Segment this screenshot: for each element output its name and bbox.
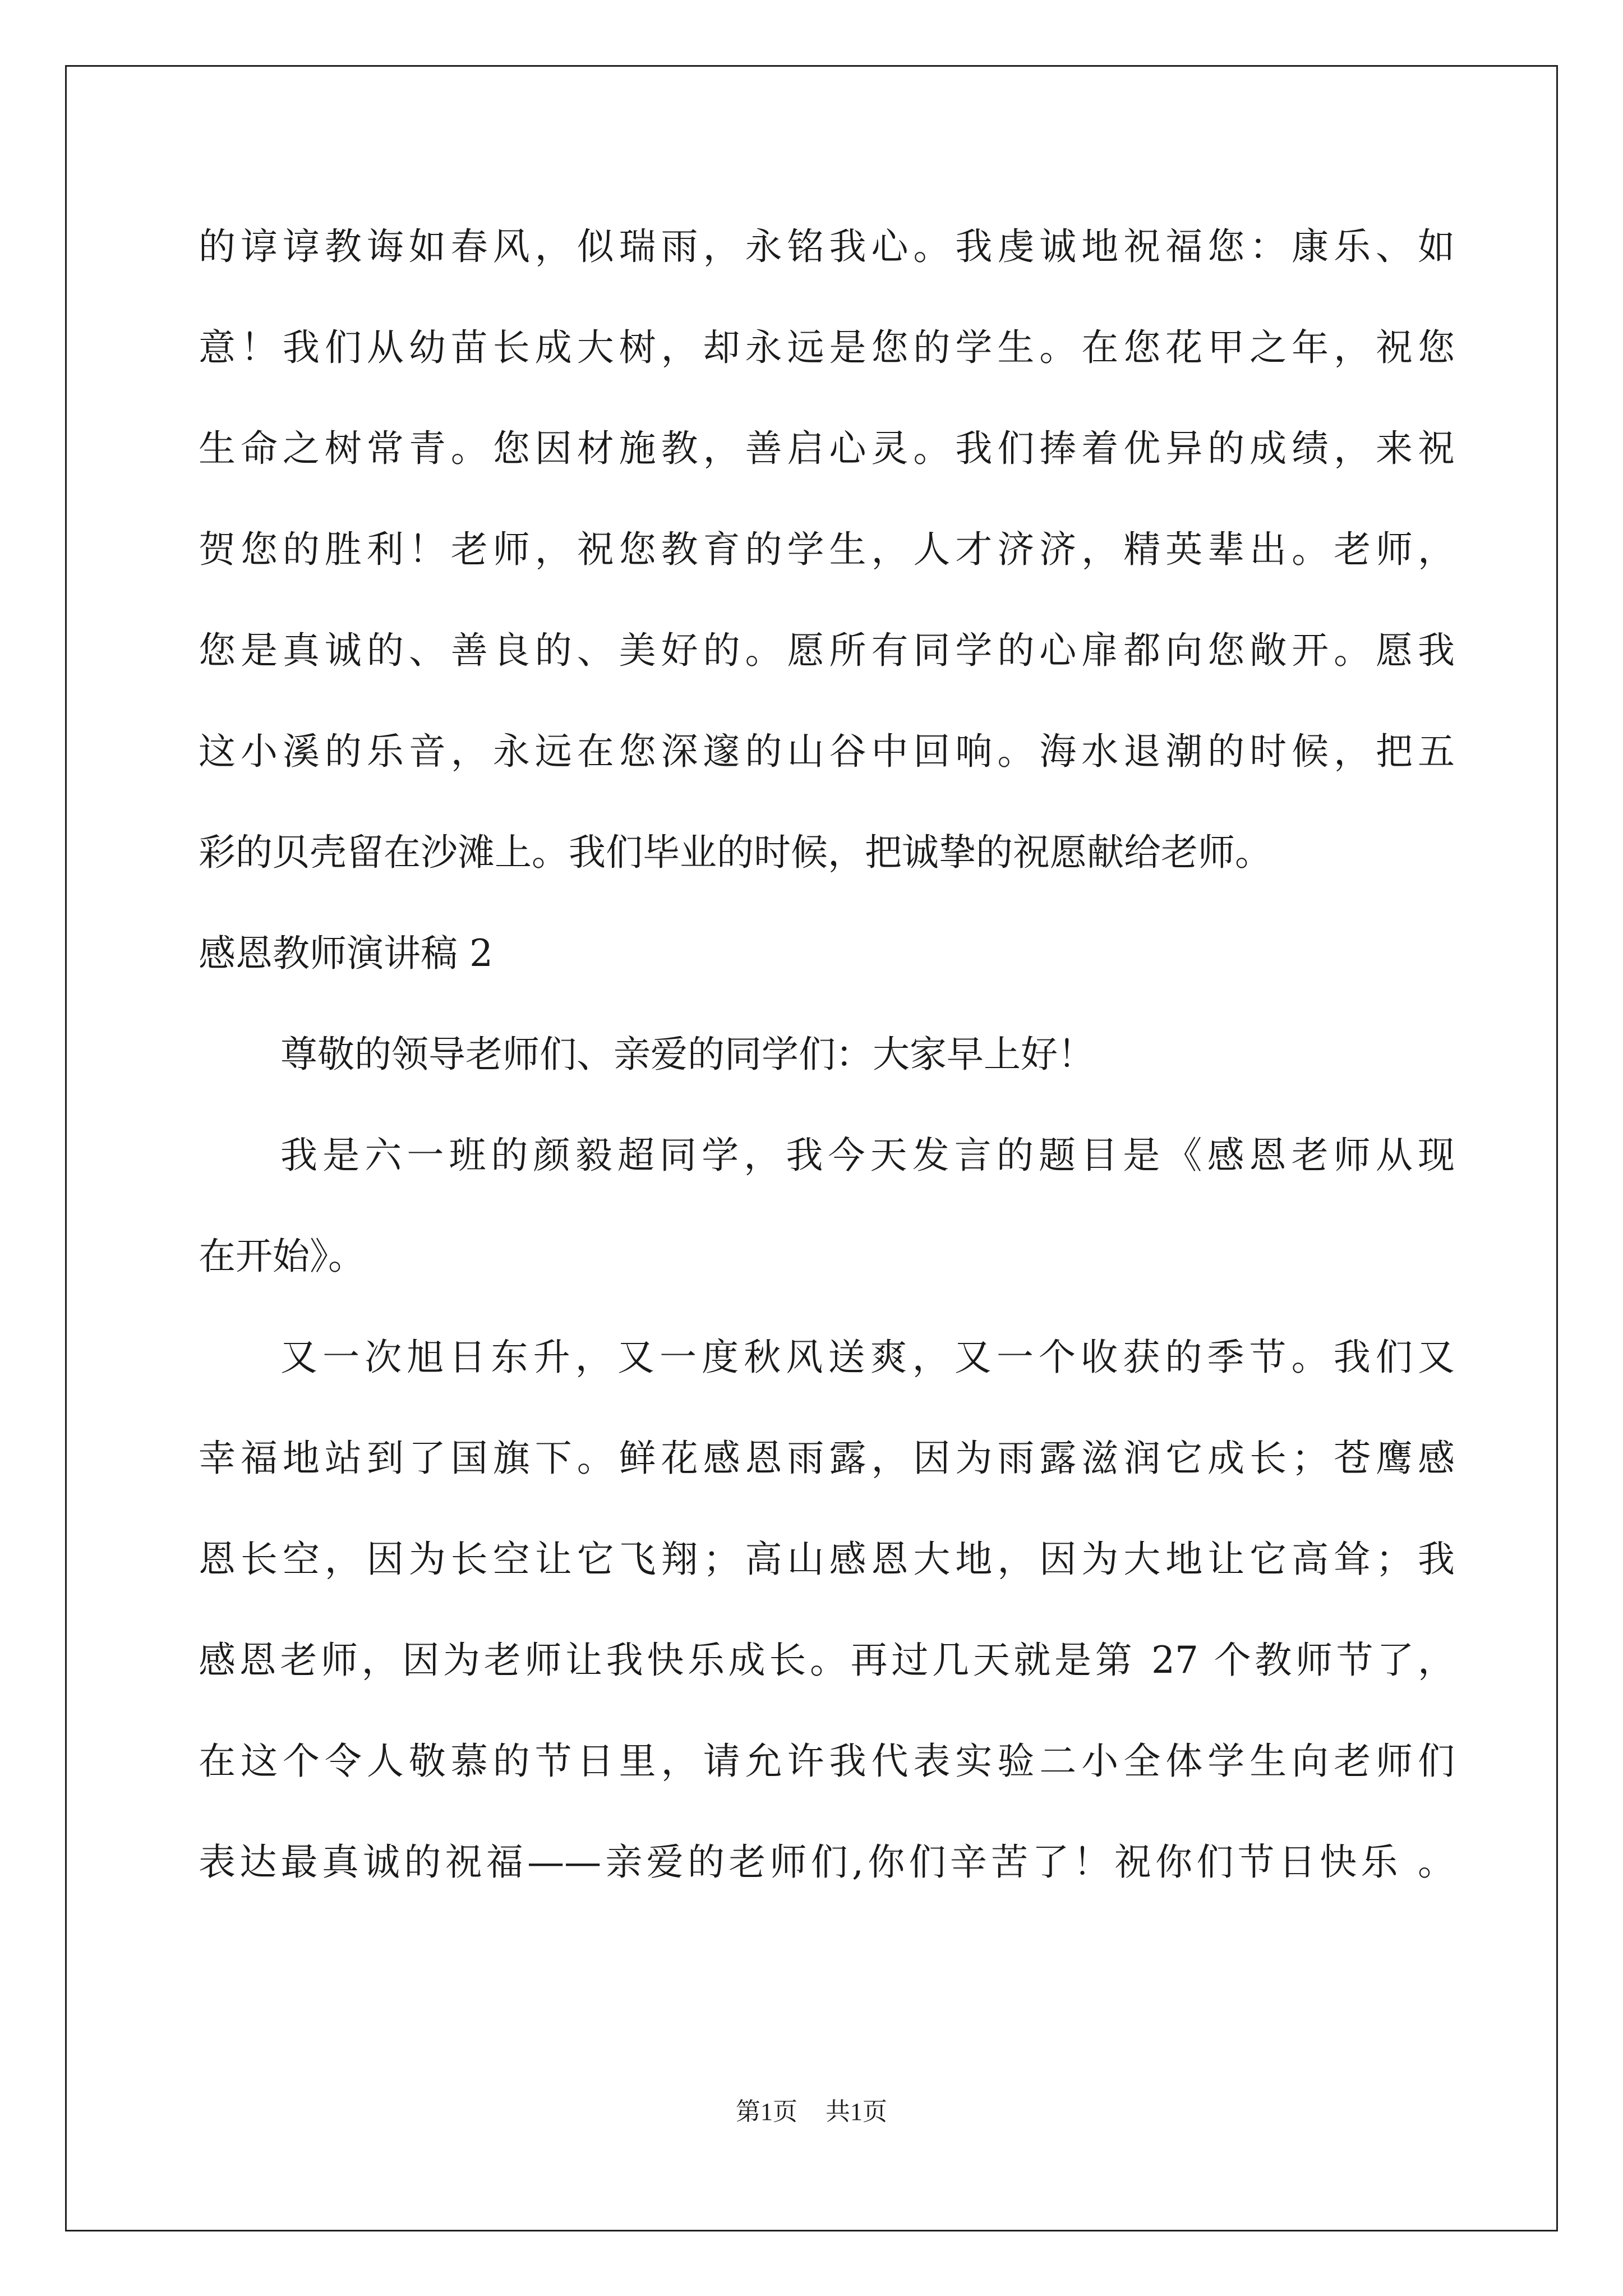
paragraph-line: 意！我们从幼苗长成大树，却永远是您的学生。在您花甲之年，祝您 xyxy=(199,326,1455,369)
paragraph-line: 贺您的胜利！老师，祝您教育的学生，人才济济，精英辈出。老师， xyxy=(199,528,1455,571)
paragraph-line: 感恩老师，因为老师让我快乐成长。再过几天就是第 27 个教师节了， xyxy=(199,1639,1455,1682)
paragraph-line: 幸福地站到了国旗下。鲜花感恩雨露，因为雨露滋润它成长；苍鹰感 xyxy=(199,1437,1455,1480)
greeting-line: 尊敬的领导老师们、亲爱的同学们：大家早上好！ xyxy=(280,1033,1095,1076)
paragraph-line: 的谆谆教诲如春风，似瑞雨，永铭我心。我虔诚地祝福您：康乐、如 xyxy=(199,225,1455,268)
paragraph-line: 又一次旭日东升，又一度秋风送爽，又一个收获的季节。我们又 xyxy=(280,1336,1455,1379)
page-footer xyxy=(0,2095,1623,2129)
paragraph-line: 在开始》。 xyxy=(199,1235,365,1278)
page-number: 第1页 xyxy=(736,2098,797,2125)
paragraph-line: 您是真诚的、善良的、美好的。愿所有同学的心扉都向您敞开。愿我 xyxy=(199,629,1455,672)
paragraph-line: 恩长空，因为长空让它飞翔；高山感恩大地，因为大地让它高耸；我 xyxy=(199,1538,1455,1581)
paragraph-line: 彩的贝壳留在沙滩上。我们毕业的时候，把诚挚的祝愿献给老师。 xyxy=(199,831,1272,874)
section-heading: 感恩教师演讲稿 2 xyxy=(199,932,493,975)
document-body xyxy=(199,196,1455,1913)
page-total: 共1页 xyxy=(826,2098,887,2125)
paragraph-line: 在这个令人敬慕的节日里，请允许我代表实验二小全体学生向老师们 xyxy=(199,1740,1455,1783)
paragraph-line: 我是六一班的颜毅超同学，我今天发言的题目是《感恩老师从现 xyxy=(280,1134,1455,1177)
paragraph-line: 表达最真诚的祝福——亲爱的老师们,你们辛苦了！祝你们节日快乐 。 xyxy=(199,1841,1455,1884)
paragraph-line: 这小溪的乐音，永远在您深邃的山谷中回响。海水退潮的时候，把五 xyxy=(199,730,1455,773)
paragraph-line: 生命之树常青。您因材施教，善启心灵。我们捧着优异的成绩，来祝 xyxy=(199,427,1455,470)
